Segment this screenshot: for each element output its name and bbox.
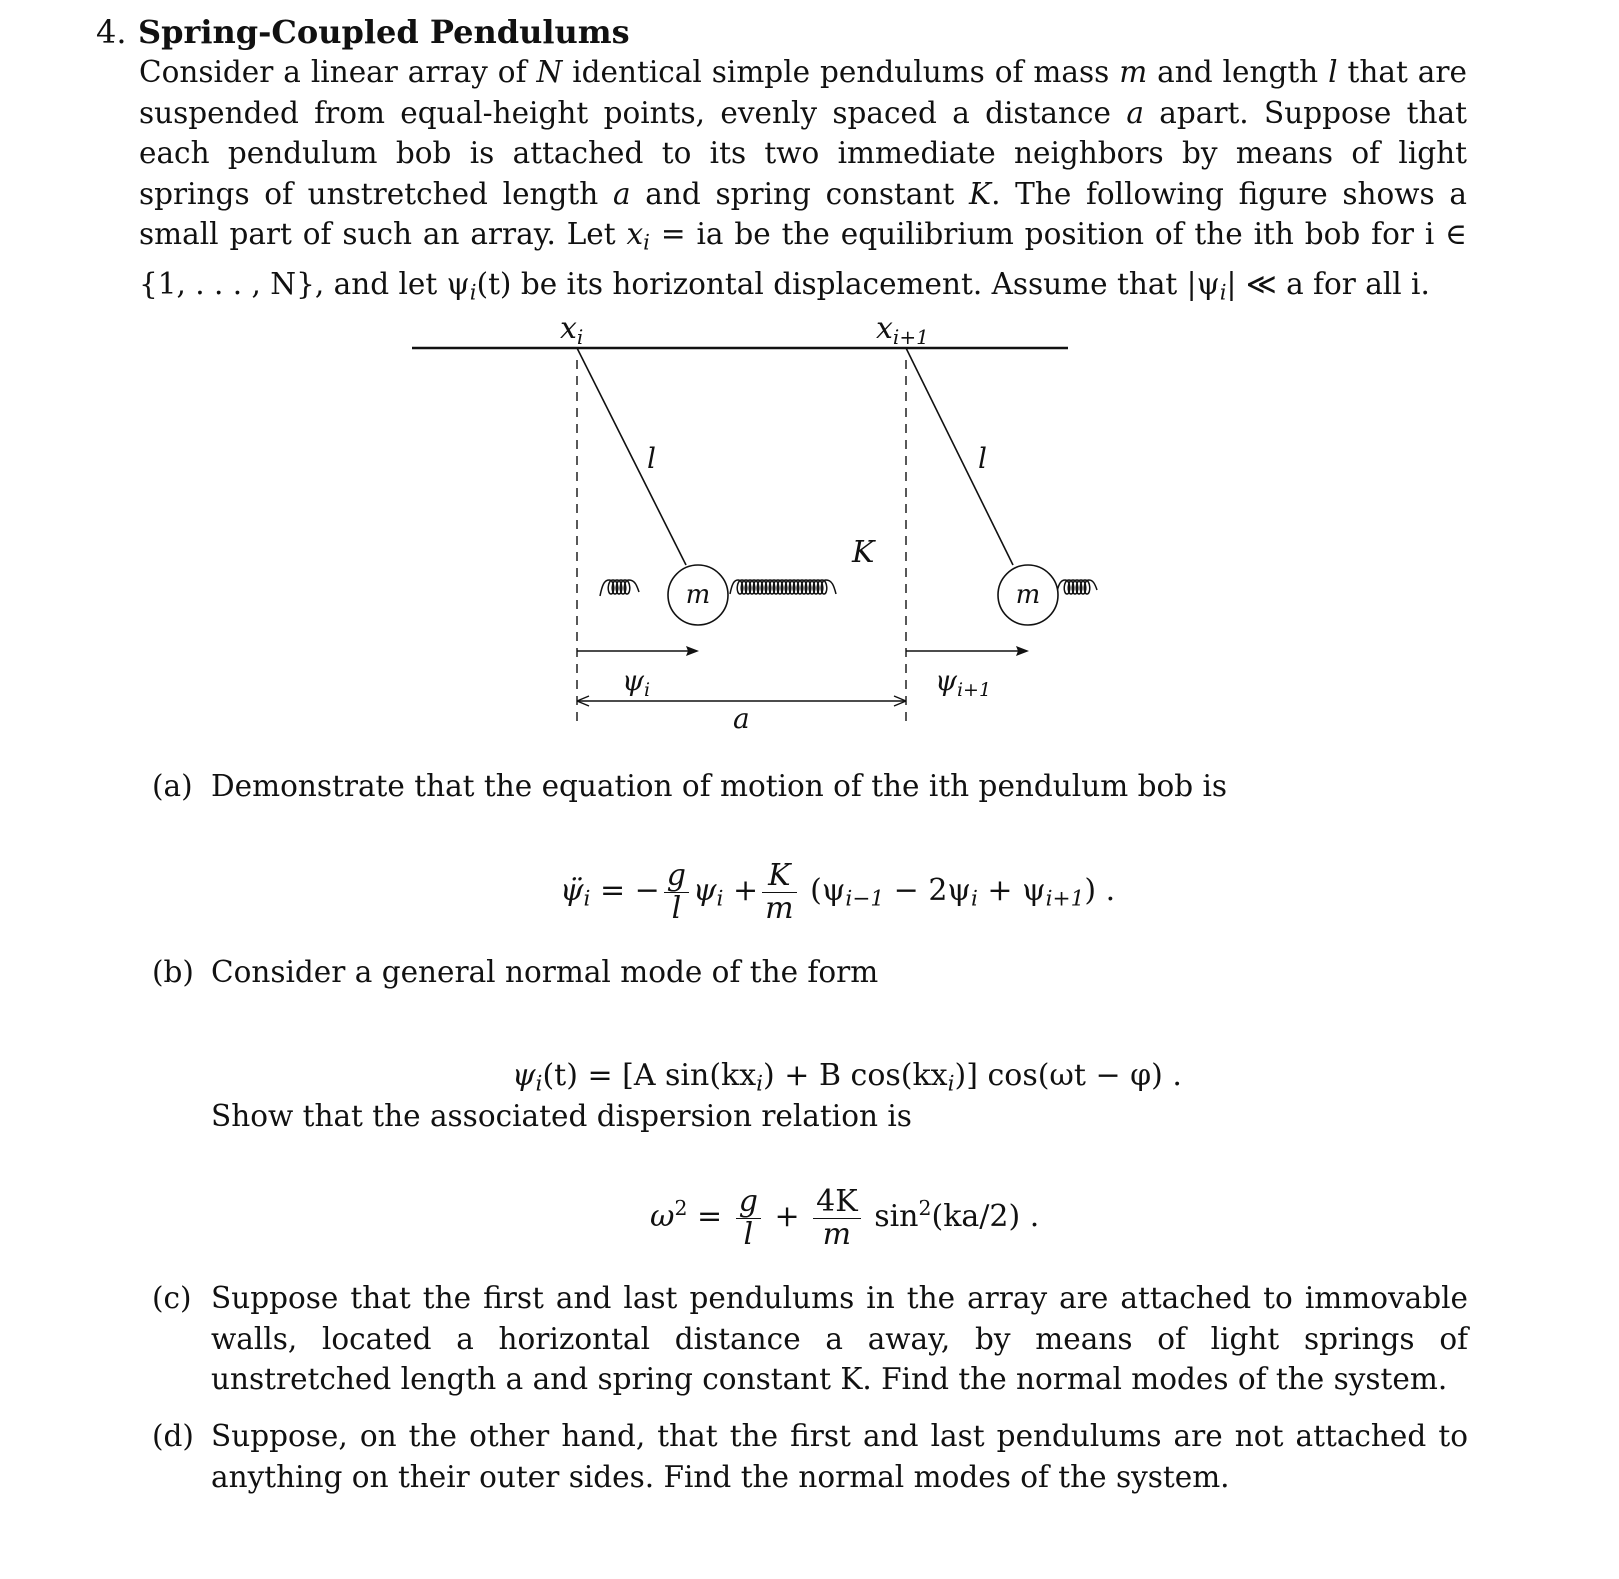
- symbol-l: l: [1328, 55, 1338, 89]
- spring-left: [600, 580, 639, 596]
- symbol-m: m: [1119, 55, 1148, 89]
- problem-number: 4.: [96, 13, 127, 51]
- intro-text: that are suspended from equal-height points, evenly spaced a distance: [139, 55, 1467, 130]
- frac-num: g: [736, 1186, 761, 1219]
- part-a-text: Demonstrate that the equation of motion of the ith pendulum bob is: [211, 769, 1228, 803]
- disp-plus: +: [774, 1199, 800, 1234]
- intro-text: = ia be the equilibrium position of the ith bob for i ∈ {1, . . . , N}, and let ψ: [139, 217, 1467, 301]
- fraction-g-over-l: [664, 860, 689, 924]
- eq-lhs-sub: i: [583, 886, 591, 912]
- disp-eq: =: [697, 1199, 723, 1234]
- mode-sub: i: [947, 1071, 955, 1097]
- omega-sup: 2: [674, 1195, 688, 1220]
- intro-text: (t) be its horizontal displacement. Assume that |ψ: [476, 266, 1220, 301]
- eq-lhs: ψ̈: [560, 873, 584, 908]
- eq-sub: i−1: [845, 886, 885, 912]
- label-psi-i1: $\psi_{i+1}$: [935, 664, 992, 701]
- fraction-g-over-l: [736, 1186, 761, 1250]
- label-m-left: m: [685, 580, 711, 610]
- omega: ω: [650, 1199, 675, 1234]
- eq-sign: = −: [599, 873, 660, 908]
- pendulum-figure: [400, 310, 1200, 770]
- symbol-a: a: [612, 176, 631, 211]
- frac-num: 4K: [813, 1186, 861, 1219]
- mode-rhs: (t) = [A sin(kx: [542, 1058, 757, 1093]
- mode-sub: i: [756, 1071, 764, 1097]
- disp-sin-arg: (ka/2) .: [931, 1199, 1040, 1234]
- frac-num: g: [664, 860, 689, 893]
- label-l-right: l: [978, 442, 987, 475]
- label-xi1: $x_{i+1}$: [876, 311, 929, 349]
- eq-paren-close: ) .: [1084, 873, 1116, 908]
- label-l-left: l: [647, 442, 656, 475]
- label-a: a: [733, 702, 750, 735]
- problem-title: Spring-Coupled Pendulums: [138, 13, 630, 51]
- eq-paren-open: (ψ: [810, 873, 846, 908]
- intro-text: identical simple pendulums of mass: [572, 55, 1110, 89]
- pendulum-string-left: [577, 348, 686, 565]
- frac-den: l: [671, 890, 682, 926]
- spring-middle: [730, 580, 836, 594]
- eq-sub: i+1: [1045, 886, 1085, 912]
- intro-text: and spring constant: [645, 176, 955, 211]
- mode-rhs: )] cos(ωt − φ) .: [954, 1058, 1182, 1093]
- disp-sin: sin: [874, 1199, 919, 1234]
- disp-sin-sup: 2: [918, 1195, 932, 1220]
- part-b-text: Consider a general normal mode of the form: [211, 955, 879, 989]
- fraction-4K-over-m: [813, 1186, 861, 1250]
- intro-text: and length: [1157, 55, 1319, 89]
- intro-text: . The following figure shows a small part of such an array. Let: [139, 176, 1467, 251]
- eq-mid: − 2ψ: [893, 873, 971, 908]
- dispersion-relation: [650, 1186, 1039, 1250]
- label-m-right: m: [1015, 580, 1041, 610]
- eq-psi: ψ: [693, 873, 717, 908]
- eq-sub: i: [970, 886, 978, 912]
- label-xi: $x_i$: [560, 311, 584, 349]
- frac-num: K: [762, 860, 796, 893]
- part-d-text: Suppose, on the other hand, that the first and last pendulums are not attached to anything on their outer sides. Find the normal modes of the system.: [211, 1419, 1468, 1494]
- frac-den: l: [743, 1216, 754, 1252]
- symbol-N: N: [536, 55, 563, 89]
- symbol-x: x: [626, 217, 644, 251]
- eq-plus2: + ψ: [987, 873, 1046, 908]
- problem-heading: [96, 12, 630, 52]
- intro-text: | ≪ a for all i.: [1226, 266, 1430, 301]
- symbol-a: a: [1126, 95, 1144, 130]
- spring-right: [1056, 580, 1097, 596]
- eq-plus: +: [733, 873, 759, 908]
- intro-text: Consider a linear array of: [139, 55, 527, 89]
- part-b-text2: Show that the associated dispersion relation is: [211, 1099, 912, 1133]
- intro-text: apart. Suppose that each pendulum bob is attached to its two immediate neighbors by means of light springs of unstretched length: [139, 95, 1467, 211]
- part-c-text: Suppose that the first and last pendulums in the array are attached to immovable walls, located a horizontal distance a away, by means of light springs of unstretched length a and spring constant K. Find the normal modes of the system.: [211, 1281, 1468, 1396]
- label-psi-i: $\psi_i$: [622, 664, 651, 701]
- symbol-K: K: [969, 176, 992, 211]
- eq-psi-sub: i: [716, 886, 724, 912]
- frac-den: m: [822, 1216, 852, 1252]
- pendulum-string-right: [906, 348, 1013, 565]
- mode-lhs-sub: i: [535, 1071, 543, 1097]
- part-d-label: (d): [152, 1419, 194, 1453]
- problem-intro: Consider a linear array of N identical simple pendulums of mass m and length l that are suspended from equal-height points, evenly spaced a distance a apart. Suppose that each pendulum bob is attached to its two immediate neighbors by means of light springs of unstretched length a and spring constant K. The following figure shows a small part of such an array. Let $x_i$ = ia be the equilibrium position of the ith bob for i ∈ {1, . . . , N}, and let $\psi_i(t)$ be its horizontal displacement. Assume that $|\psi_i|$ ≪ a for all i.: [139, 55, 1467, 306]
- part-c-label: (c): [152, 1281, 192, 1315]
- frac-den: m: [765, 890, 794, 926]
- mode-lhs: ψ: [512, 1058, 536, 1093]
- label-K: K: [852, 535, 875, 570]
- equation-of-motion: [560, 860, 1115, 924]
- fraction-K-over-m: [762, 860, 796, 924]
- normal-mode-equation: [512, 1058, 1182, 1096]
- part-b-label: (b): [152, 955, 194, 989]
- part-a-label: (a): [152, 769, 193, 803]
- mode-rhs: ) + B cos(kx: [763, 1058, 948, 1093]
